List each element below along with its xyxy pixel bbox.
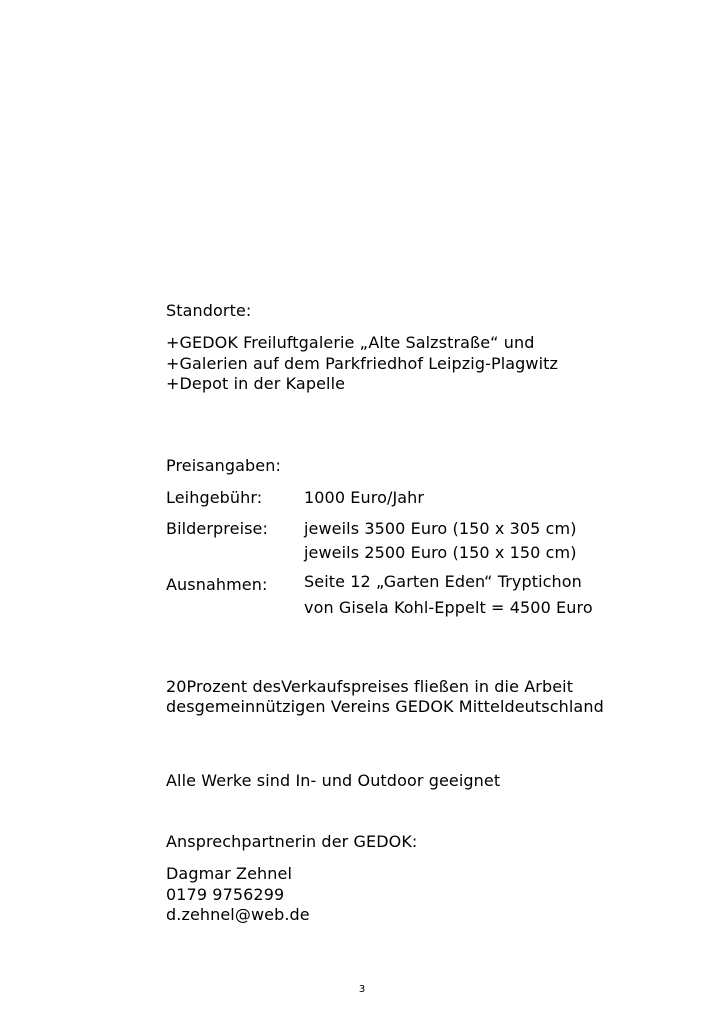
location-item: +Depot in der Kapelle	[166, 374, 346, 393]
exceptions-value: von Gisela Kohl-Eppelt = 4500 Euro	[304, 598, 593, 617]
contact-email: d.zehnel@web.de	[166, 905, 310, 924]
donation-line: desgemeinnützigen Vereins GEDOK Mitteldeutschland	[166, 697, 604, 716]
prices-heading: Preisangaben:	[166, 456, 281, 475]
location-item: +GEDOK Freiluftgalerie „Alte Salzstraße“ und	[166, 333, 535, 352]
locations-heading: Standorte:	[166, 301, 252, 320]
pictures-value: jeweils 3500 Euro (150 x 305 cm)	[304, 519, 577, 538]
rental-label: Leihgebühr:	[166, 488, 263, 507]
suitability-text: Alle Werke sind In- und Outdoor geeignet	[166, 771, 501, 790]
location-item: +Galerien auf dem Parkfriedhof Leipzig-Plagwitz	[166, 354, 559, 373]
pictures-label: Bilderpreise:	[166, 519, 268, 538]
exceptions-value: Seite 12 „Garten Eden“ Tryptichon	[304, 572, 582, 591]
contact-phone: 0179 9756299	[166, 885, 285, 904]
donation-line: 20Prozent desVerkaufspreises fließen in die Arbeit	[166, 677, 574, 696]
contact-name: Dagmar Zehnel	[166, 864, 293, 883]
pictures-value: jeweils 2500 Euro (150 x 150 cm)	[304, 543, 577, 562]
page-number: 3	[358, 984, 366, 995]
exceptions-label: Ausnahmen:	[166, 575, 268, 594]
rental-value: 1000 Euro/Jahr	[304, 488, 425, 507]
contact-heading: Ansprechpartnerin der GEDOK:	[166, 832, 418, 851]
